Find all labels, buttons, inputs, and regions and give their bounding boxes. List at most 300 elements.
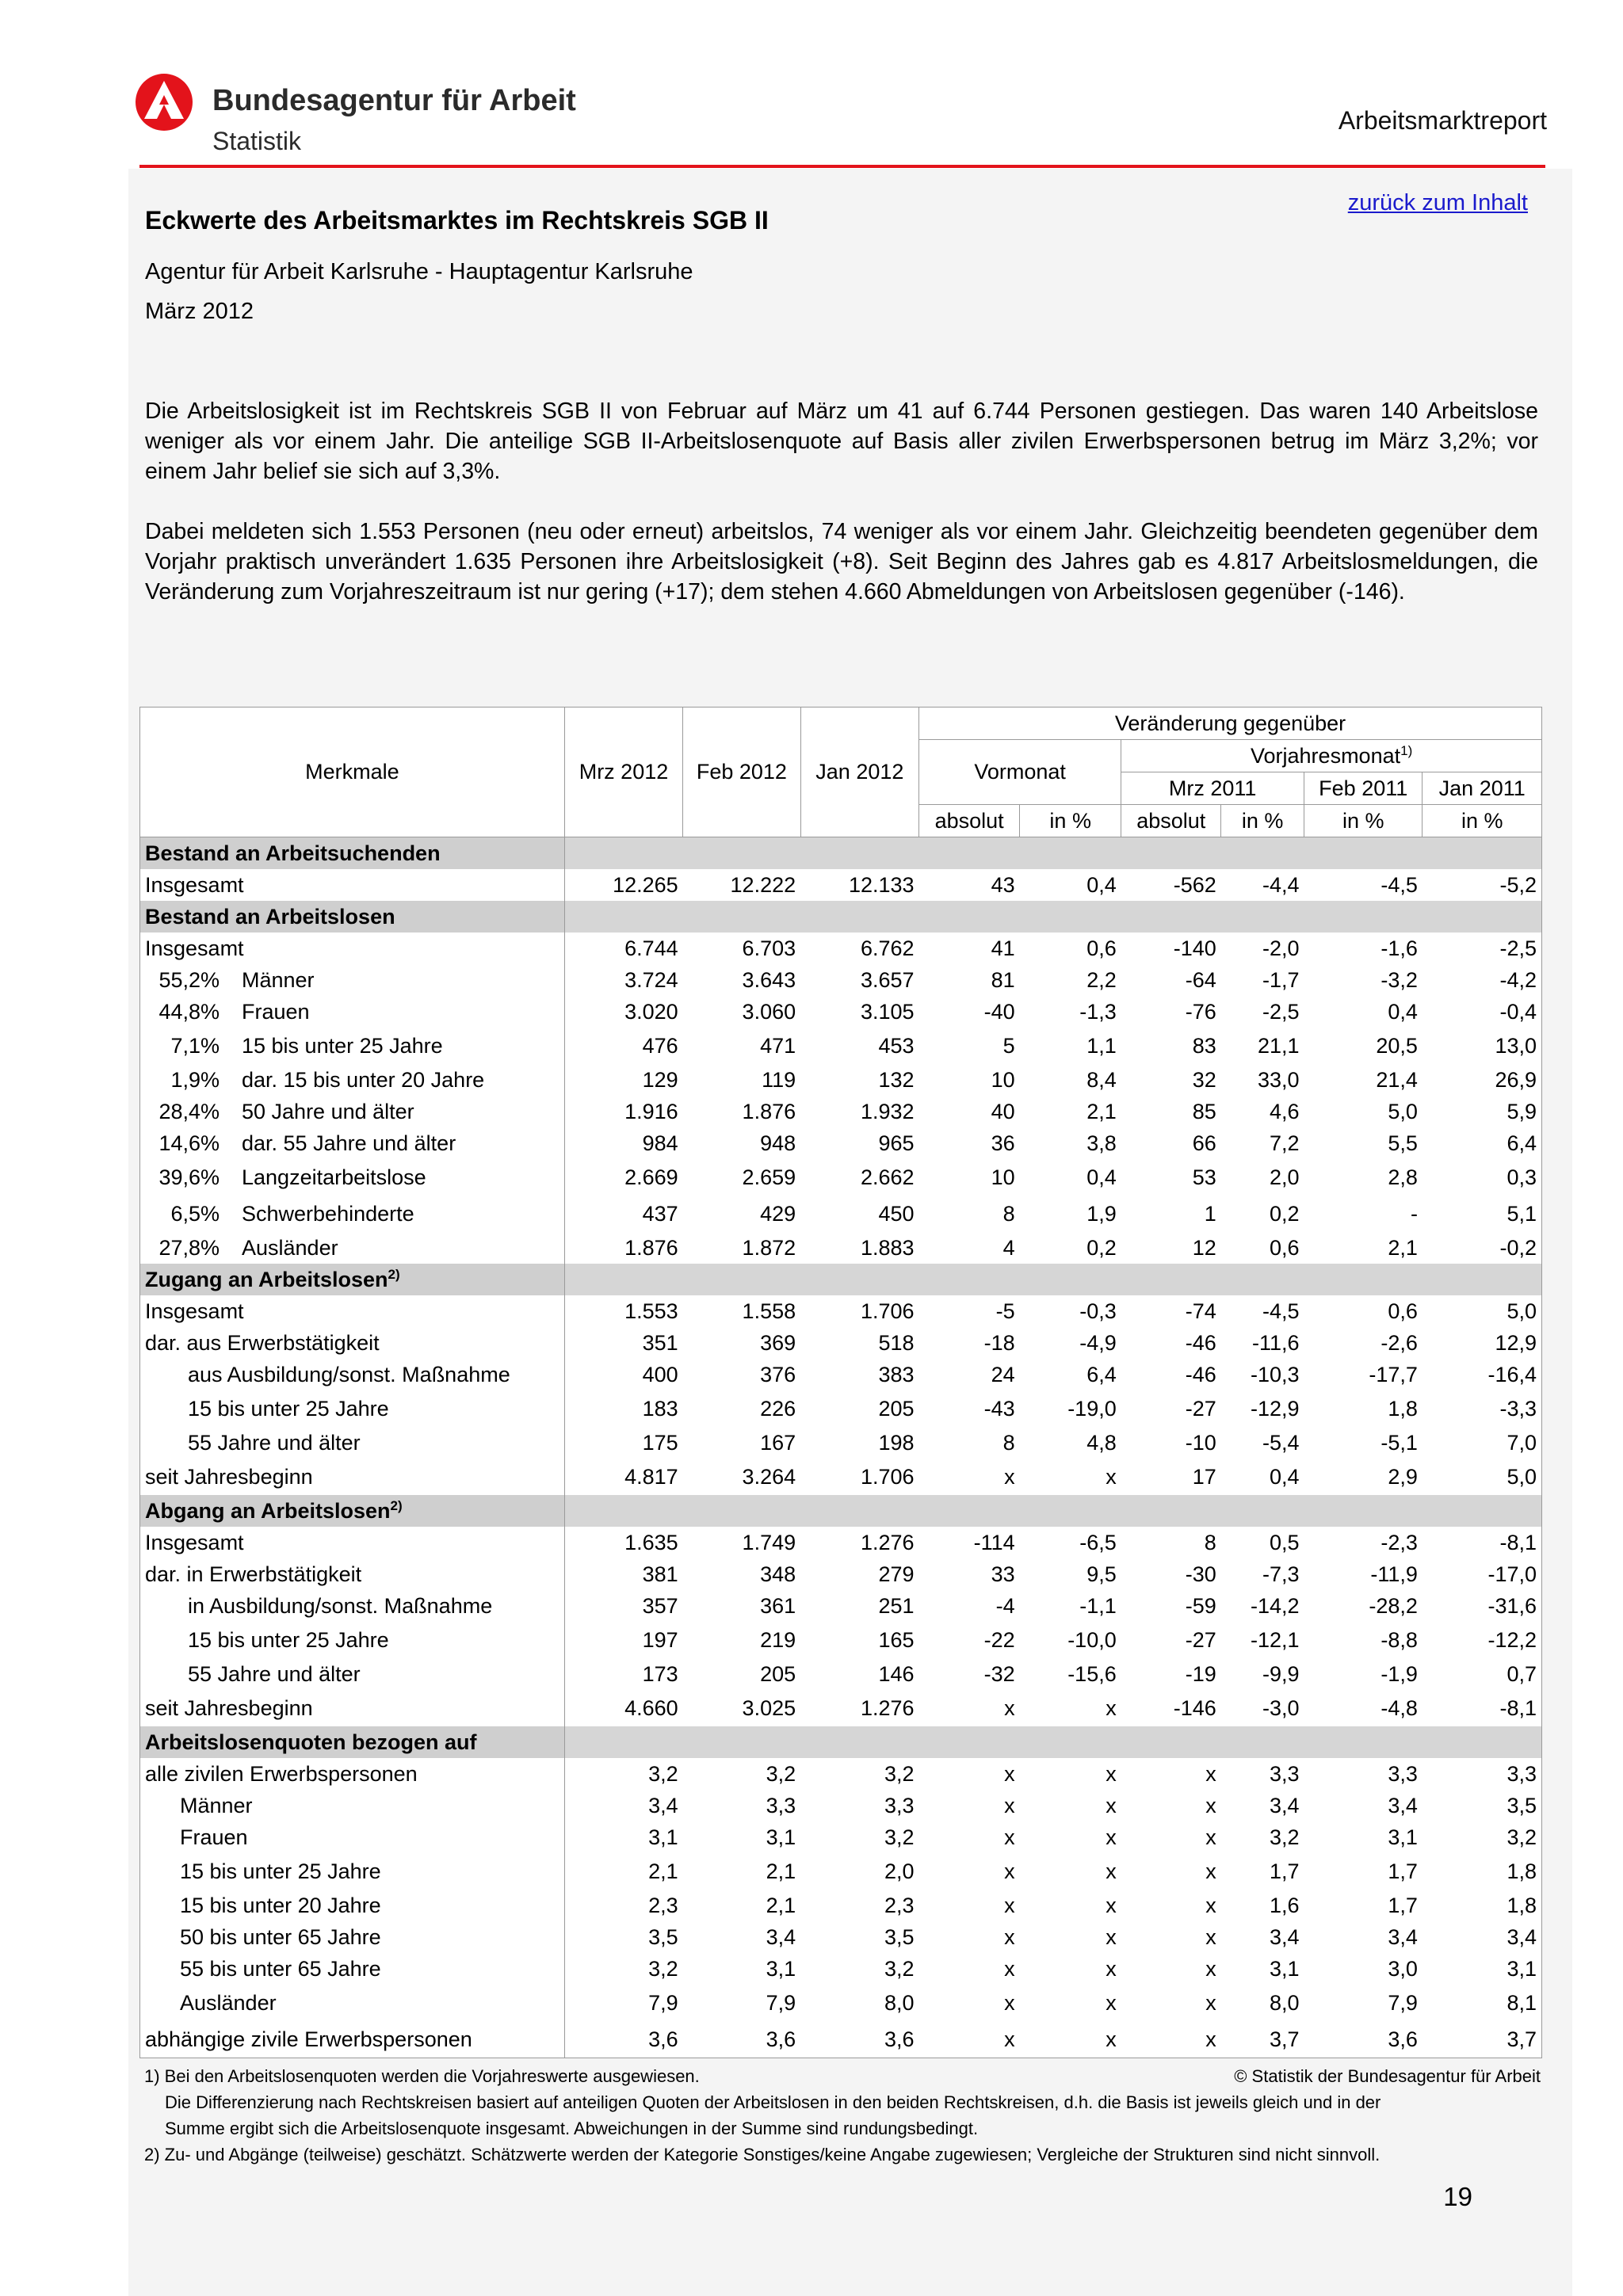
cell-vormonat-absolut: 24 bbox=[991, 1362, 1015, 1386]
cell-feb2012: 12.222 bbox=[730, 872, 796, 897]
cell-jan2011-pct: -17,0 bbox=[1423, 1558, 1542, 1590]
cell-vormonat-pct: x bbox=[1106, 1893, 1117, 1917]
cell-jan2012: 3,3 bbox=[884, 1793, 915, 1817]
cell-mrz2011-absolut: 83 bbox=[1192, 1033, 1216, 1058]
cell-feb2011-pct: - bbox=[1410, 1201, 1418, 1226]
header-in-pct: in % bbox=[1221, 805, 1304, 837]
cell-vormonat-pct: 2,2 bbox=[1086, 967, 1117, 992]
cell-jan2012: 3.657 bbox=[860, 967, 915, 992]
cell-vormonat-pct: x bbox=[1106, 1825, 1117, 1849]
cell-mrz2011-absolut: 8 bbox=[1204, 1530, 1216, 1554]
cell-jan2012: 1.706 bbox=[860, 1299, 915, 1323]
cell-feb2011-pct: 0,4 bbox=[1388, 999, 1418, 1024]
cell-mrz2011-absolut: 85 bbox=[1192, 1099, 1216, 1123]
cell-vormonat-pct: -1,3 bbox=[1079, 999, 1117, 1024]
cell-mrz2012: 12.265 bbox=[564, 869, 682, 901]
cell-jan2011-pct: 5,0 bbox=[1423, 1295, 1542, 1327]
cell-feb2011-pct: -1,6 bbox=[1381, 936, 1418, 960]
cell-jan2011-pct: 5,9 bbox=[1423, 1096, 1542, 1127]
cell-vormonat-pct: -15,6 bbox=[1067, 1661, 1117, 1686]
cell-feb2012: 2.659 bbox=[742, 1165, 796, 1189]
cell-vormonat-pct: x bbox=[1106, 1464, 1117, 1489]
row-label-text: 50 Jahre und älter bbox=[242, 1099, 414, 1123]
section-band bbox=[564, 1264, 1541, 1295]
row-label-text: Frauen bbox=[180, 1825, 248, 1849]
cell-jan2011-pct: 1,8 bbox=[1423, 1890, 1542, 1921]
cell-jan2012: 450 bbox=[878, 1201, 915, 1226]
header-in-pct: in % bbox=[1020, 805, 1121, 837]
cell-mrz2011-pct: 1,6 bbox=[1269, 1893, 1300, 1917]
agency-name: Agentur für Arbeit Karlsruhe - Hauptagentur Karlsruhe bbox=[145, 259, 693, 284]
cell-mrz2012: 400 bbox=[564, 1359, 682, 1390]
cell-jan2011-pct: 5,1 bbox=[1423, 1196, 1542, 1232]
row-label-text: Frauen bbox=[242, 999, 310, 1024]
cell-mrz2011-pct: 33,0 bbox=[1257, 1067, 1300, 1092]
cell-feb2011-pct: 2,9 bbox=[1388, 1464, 1418, 1489]
row-label-text: Insgesamt bbox=[145, 936, 244, 960]
row-label-text: seit Jahresbeginn bbox=[145, 1464, 313, 1489]
cell-feb2011-pct: 3,0 bbox=[1388, 1956, 1418, 1981]
cell-mrz2011-absolut: -562 bbox=[1173, 872, 1216, 897]
cell-jan2012: 1.932 bbox=[860, 1099, 915, 1123]
footnote-ref: 2) bbox=[390, 1498, 403, 1513]
cell-mrz2011-absolut: x bbox=[1205, 1893, 1216, 1917]
row-label-text: Männer bbox=[242, 967, 315, 992]
cell-jan2012: 3,2 bbox=[884, 1825, 915, 1849]
cell-mrz2012: 476 bbox=[564, 1028, 682, 1064]
row-label bbox=[140, 933, 565, 964]
table-row bbox=[140, 1159, 1542, 1196]
cell-mrz2011-pct: -5,4 bbox=[1262, 1430, 1300, 1455]
row-share: 14,6% bbox=[158, 1131, 220, 1155]
cell-mrz2011-pct: 2,0 bbox=[1269, 1165, 1300, 1189]
row-label bbox=[140, 1028, 565, 1064]
header-feb2012: Feb 2012 bbox=[683, 707, 800, 837]
cell-vormonat-absolut: 8 bbox=[1002, 1430, 1015, 1455]
cell-feb2012: 6.703 bbox=[742, 936, 796, 960]
footnote-ref: 1) bbox=[1400, 743, 1413, 758]
cell-vormonat-absolut: x bbox=[1004, 1956, 1015, 1981]
cell-vormonat-absolut: -40 bbox=[983, 999, 1015, 1024]
cell-mrz2011-pct: -7,3 bbox=[1262, 1562, 1300, 1586]
cell-feb2012: 3,4 bbox=[766, 1924, 796, 1949]
cell-mrz2011-pct: 0,5 bbox=[1269, 1530, 1300, 1554]
row-label-text: 15 bis unter 25 Jahre bbox=[188, 1627, 389, 1652]
cell-mrz2012: 351 bbox=[564, 1327, 682, 1359]
row-share: 27,8% bbox=[158, 1235, 220, 1260]
cell-feb2012: 348 bbox=[760, 1562, 796, 1586]
cell-mrz2011-pct: -2,5 bbox=[1262, 999, 1300, 1024]
cell-jan2011-pct: 6,4 bbox=[1423, 1127, 1542, 1159]
cell-jan2012: 3.105 bbox=[860, 999, 915, 1024]
cell-feb2012: 3,6 bbox=[683, 2021, 800, 2058]
row-label bbox=[140, 1853, 565, 1890]
cell-vormonat-absolut: -43 bbox=[983, 1396, 1015, 1421]
table-row bbox=[140, 1064, 1542, 1096]
cell-jan2012: 1.883 bbox=[860, 1235, 915, 1260]
header-jan2012: Jan 2012 bbox=[800, 707, 918, 837]
cell-mrz2011-absolut: x bbox=[1121, 2021, 1221, 2058]
row-label bbox=[140, 1327, 565, 1359]
cell-mrz2011-absolut: -59 bbox=[1185, 1593, 1216, 1618]
report-title: Arbeitsmarktreport bbox=[1338, 106, 1547, 135]
footnote-1c: Summe ergibt sich die Arbeitslosenquote insgesamt. Abweichungen in der Summe sind rundungsbedingt. bbox=[165, 2119, 979, 2138]
cell-mrz2011-pct: 7,2 bbox=[1269, 1131, 1300, 1155]
cell-mrz2011-absolut: x bbox=[1205, 1956, 1216, 1981]
cell-mrz2011-pct: -12,9 bbox=[1250, 1396, 1300, 1421]
cell-jan2012: 6.762 bbox=[860, 936, 915, 960]
cell-mrz2011-pct: -1,7 bbox=[1262, 967, 1300, 992]
cell-jan2011-pct: 3,1 bbox=[1423, 1953, 1542, 1985]
cell-feb2012: 3.060 bbox=[742, 999, 796, 1024]
cell-vormonat-pct: 8,4 bbox=[1086, 1067, 1117, 1092]
cell-jan2011-pct: -0,4 bbox=[1423, 996, 1542, 1028]
cell-mrz2012: 3.020 bbox=[564, 996, 682, 1028]
cell-feb2012: 471 bbox=[760, 1033, 796, 1058]
cell-mrz2011-absolut: -27 bbox=[1185, 1627, 1216, 1652]
cell-vormonat-absolut: 81 bbox=[991, 967, 1015, 992]
table-row bbox=[140, 1758, 1542, 1790]
row-label-text: Ausländer bbox=[180, 1990, 277, 2015]
table-row bbox=[140, 1327, 1542, 1359]
cell-feb2012: 369 bbox=[760, 1330, 796, 1355]
cell-feb2011-pct: 3,4 bbox=[1388, 1793, 1418, 1817]
row-label-text: abhängige zivile Erwerbspersonen bbox=[145, 2027, 472, 2051]
cell-jan2012: 2,3 bbox=[884, 1893, 915, 1917]
cell-mrz2011-absolut: x bbox=[1205, 1859, 1216, 1883]
cell-jan2011-pct: -31,6 bbox=[1423, 1590, 1542, 1622]
header-feb2011: Feb 2011 bbox=[1304, 772, 1423, 805]
cell-vormonat-absolut: -5 bbox=[995, 1299, 1015, 1323]
section-band bbox=[564, 837, 1541, 870]
table-row bbox=[140, 1558, 1542, 1590]
cell-mrz2012: 1.635 bbox=[564, 1527, 682, 1558]
cell-jan2012: 1.276 bbox=[860, 1695, 915, 1720]
cell-vormonat-pct: 0,6 bbox=[1086, 936, 1117, 960]
cell-vormonat-absolut: x bbox=[1004, 1990, 1015, 2015]
cell-mrz2011-pct: -2,0 bbox=[1262, 936, 1300, 960]
cell-jan2011-pct: 0,3 bbox=[1423, 1159, 1542, 1196]
cell-mrz2012: 1.876 bbox=[564, 1232, 682, 1264]
row-label-text: Insgesamt bbox=[145, 1299, 244, 1323]
cell-mrz2012: 2.669 bbox=[564, 1159, 682, 1196]
cell-mrz2011-absolut: -46 bbox=[1185, 1330, 1216, 1355]
cell-vormonat-pct: x bbox=[1020, 2021, 1121, 2058]
cell-feb2011-pct: 5,0 bbox=[1388, 1099, 1418, 1123]
row-label bbox=[140, 1890, 565, 1921]
row-label-text: 15 bis unter 25 Jahre bbox=[242, 1033, 443, 1058]
row-label-text: Ausländer bbox=[242, 1235, 338, 1260]
row-label-text: alle zivilen Erwerbspersonen bbox=[145, 1761, 418, 1786]
cell-feb2012: 219 bbox=[760, 1627, 796, 1652]
row-label bbox=[140, 1527, 565, 1558]
cell-feb2011-pct: 3,3 bbox=[1388, 1761, 1418, 1786]
cell-jan2012: 198 bbox=[878, 1430, 915, 1455]
cell-mrz2011-absolut: -10 bbox=[1185, 1430, 1216, 1455]
cell-jan2011-pct: -2,5 bbox=[1423, 933, 1542, 964]
row-label bbox=[140, 1127, 565, 1159]
cell-vormonat-absolut: 41 bbox=[991, 936, 1015, 960]
cell-feb2011-pct: -8,8 bbox=[1381, 1627, 1418, 1652]
cell-jan2011-pct: -16,4 bbox=[1423, 1359, 1542, 1390]
labour-market-table bbox=[139, 707, 1542, 2058]
cell-feb2011-pct: 1,7 bbox=[1388, 1893, 1418, 1917]
cell-feb2011-pct: -4,8 bbox=[1381, 1695, 1418, 1720]
cell-feb2011-pct: 5,5 bbox=[1388, 1131, 1418, 1155]
table-row bbox=[140, 1096, 1542, 1127]
cell-vormonat-pct: 0,4 bbox=[1086, 1165, 1117, 1189]
cell-jan2011-pct: 7,0 bbox=[1423, 1427, 1542, 1459]
cell-mrz2011-pct: 4,6 bbox=[1269, 1099, 1300, 1123]
cell-vormonat-absolut: x bbox=[1004, 1825, 1015, 1849]
row-share: 39,6% bbox=[158, 1165, 220, 1189]
cell-vormonat-absolut: x bbox=[1004, 1761, 1015, 1786]
cell-mrz2011-pct: 3,7 bbox=[1221, 2021, 1304, 2058]
cell-jan2012: 3,5 bbox=[884, 1924, 915, 1949]
cell-feb2011-pct: -1,9 bbox=[1381, 1661, 1418, 1686]
header-vormonat: Vormonat bbox=[919, 740, 1121, 805]
row-label bbox=[140, 1921, 565, 1953]
section-title bbox=[140, 1495, 565, 1527]
section-header bbox=[140, 1264, 1542, 1295]
table-row bbox=[140, 1921, 1542, 1953]
row-label bbox=[140, 1096, 565, 1127]
cell-vormonat-pct: -4,9 bbox=[1079, 1330, 1117, 1355]
cell-mrz2011-pct: -3,0 bbox=[1262, 1695, 1300, 1720]
cell-vormonat-absolut: 36 bbox=[991, 1131, 1015, 1155]
cell-mrz2012: 437 bbox=[564, 1196, 682, 1232]
page-title: Eckwerte des Arbeitsmarktes im Rechtskreis SGB II bbox=[145, 206, 769, 235]
cell-mrz2011-pct: 3,3 bbox=[1269, 1761, 1300, 1786]
cell-jan2012: 383 bbox=[878, 1362, 915, 1386]
cell-jan2012: 453 bbox=[878, 1033, 915, 1058]
cell-mrz2011-absolut: x bbox=[1205, 1825, 1216, 1849]
cell-feb2012: 7,9 bbox=[766, 1990, 796, 2015]
summary-paragraph-1: Die Arbeitslosigkeit ist im Rechtskreis SGB II von Februar auf März um 41 auf 6.744 Personen gestiegen. Das waren 140 Arbeitslose weniger als vor einem Jahr. Die anteilige SGB II-Arbeitslosenquote auf Basis aller zivilen Erwerbspersonen betrug im März 3,2%; vor einem Jahr belief sie sich auf 3,3%. bbox=[145, 399, 1538, 484]
header-mrz2012: Mrz 2012 bbox=[564, 707, 682, 837]
cell-vormonat-pct: -1,1 bbox=[1079, 1593, 1117, 1618]
table-row bbox=[140, 1028, 1542, 1064]
cell-feb2011-pct: 3,6 bbox=[1304, 2021, 1423, 2058]
cell-jan2011-pct: -5,2 bbox=[1423, 869, 1542, 901]
cell-mrz2011-absolut: x bbox=[1205, 1990, 1216, 2015]
cell-vormonat-pct: 9,5 bbox=[1086, 1562, 1117, 1586]
cell-feb2011-pct: 3,4 bbox=[1388, 1924, 1418, 1949]
cell-feb2012: 3,2 bbox=[766, 1761, 796, 1786]
cell-mrz2012: 175 bbox=[564, 1427, 682, 1459]
cell-feb2012: 948 bbox=[760, 1131, 796, 1155]
footnotes bbox=[144, 2063, 1541, 2168]
cell-mrz2012: 1.916 bbox=[564, 1096, 682, 1127]
cell-jan2012: 3,6 bbox=[800, 2021, 918, 2058]
cell-jan2011-pct: 3,5 bbox=[1423, 1790, 1542, 1821]
section-title-text: Abgang an Arbeitslosen bbox=[145, 1499, 391, 1523]
cell-jan2012: 1.706 bbox=[860, 1464, 915, 1489]
header-jan2011: Jan 2011 bbox=[1423, 772, 1542, 805]
cell-mrz2012: 381 bbox=[564, 1558, 682, 1590]
cell-vormonat-absolut: -32 bbox=[983, 1661, 1015, 1686]
row-label bbox=[140, 1295, 565, 1327]
cell-vormonat-pct: 2,1 bbox=[1086, 1099, 1117, 1123]
header-merkmale: Merkmale bbox=[140, 707, 565, 837]
back-to-contents-link[interactable]: zurück zum Inhalt bbox=[1347, 190, 1528, 215]
cell-feb2011-pct: -17,7 bbox=[1369, 1362, 1418, 1386]
cell-vormonat-absolut: 40 bbox=[991, 1099, 1015, 1123]
table-row bbox=[140, 1359, 1542, 1390]
row-label-text: in Ausbildung/sonst. Maßnahme bbox=[188, 1593, 493, 1618]
cell-jan2012: 146 bbox=[878, 1661, 915, 1686]
header-in-pct: in % bbox=[1304, 805, 1423, 837]
table-row bbox=[140, 1390, 1542, 1427]
cell-jan2011-pct: 3,7 bbox=[1423, 2021, 1542, 2058]
cell-feb2011-pct: 20,5 bbox=[1376, 1033, 1418, 1058]
cell-feb2011-pct: -4,5 bbox=[1381, 872, 1418, 897]
section-title bbox=[140, 1726, 565, 1758]
row-share: 28,4% bbox=[158, 1099, 220, 1123]
cell-mrz2012: 173 bbox=[564, 1658, 682, 1690]
cell-mrz2011-pct: 3,4 bbox=[1269, 1924, 1300, 1949]
section-title bbox=[140, 1264, 565, 1295]
row-label bbox=[140, 1232, 565, 1264]
cell-vormonat-absolut: -22 bbox=[983, 1627, 1015, 1652]
cell-vormonat-pct: -10,0 bbox=[1067, 1627, 1117, 1652]
cell-jan2012: 3,2 bbox=[884, 1956, 915, 1981]
cell-mrz2011-absolut: 12 bbox=[1192, 1235, 1216, 1260]
cell-mrz2012: 4.660 bbox=[564, 1690, 682, 1726]
cell-feb2011-pct: 7,9 bbox=[1388, 1990, 1418, 2015]
report-month: März 2012 bbox=[145, 299, 254, 324]
table-row bbox=[140, 1232, 1542, 1264]
cell-jan2012: 1.276 bbox=[860, 1530, 915, 1554]
cell-mrz2012: 2,3 bbox=[564, 1890, 682, 1921]
row-label-text: dar. 55 Jahre und älter bbox=[242, 1131, 456, 1155]
row-label bbox=[140, 1590, 565, 1622]
cell-vormonat-absolut: 43 bbox=[991, 872, 1015, 897]
cell-mrz2011-pct: -11,6 bbox=[1251, 1330, 1300, 1355]
cell-feb2011-pct: 21,4 bbox=[1376, 1067, 1418, 1092]
row-label-text: 15 bis unter 20 Jahre bbox=[180, 1893, 381, 1917]
cell-mrz2012: 3,1 bbox=[564, 1821, 682, 1853]
cell-vormonat-absolut: x bbox=[1004, 1793, 1015, 1817]
header-absolut: absolut bbox=[1121, 805, 1221, 837]
cell-vormonat-absolut: 4 bbox=[1002, 1235, 1015, 1260]
table-row bbox=[140, 964, 1542, 996]
cell-jan2011-pct: 13,0 bbox=[1423, 1028, 1542, 1064]
row-label bbox=[140, 2021, 565, 2058]
cell-feb2012: 1.876 bbox=[742, 1099, 796, 1123]
table-row bbox=[140, 996, 1542, 1028]
cell-feb2012: 1.558 bbox=[742, 1299, 796, 1323]
cell-jan2012: 205 bbox=[878, 1396, 915, 1421]
cell-mrz2011-pct: 0,2 bbox=[1269, 1201, 1300, 1226]
cell-mrz2012: 3,5 bbox=[564, 1921, 682, 1953]
cell-jan2011-pct: 5,0 bbox=[1423, 1459, 1542, 1495]
table-row bbox=[140, 2021, 1542, 2058]
cell-mrz2011-pct: -9,9 bbox=[1262, 1661, 1300, 1686]
cell-vormonat-absolut: -114 bbox=[973, 1530, 1015, 1554]
cell-feb2012: 3,1 bbox=[766, 1825, 796, 1849]
cell-feb2011-pct: -5,1 bbox=[1381, 1430, 1418, 1455]
row-share: 7,1% bbox=[170, 1033, 220, 1058]
cell-vormonat-pct: 1,1 bbox=[1086, 1033, 1117, 1058]
cell-mrz2012: 4.817 bbox=[564, 1459, 682, 1495]
table-body bbox=[140, 837, 1542, 2058]
row-label bbox=[140, 1427, 565, 1459]
row-label bbox=[140, 1359, 565, 1390]
cell-vormonat-absolut: x bbox=[1004, 1893, 1015, 1917]
cell-feb2012: 167 bbox=[760, 1430, 796, 1455]
cell-vormonat-pct: x bbox=[1106, 1859, 1117, 1883]
row-share: 44,8% bbox=[158, 999, 220, 1024]
row-label bbox=[140, 1821, 565, 1853]
cell-feb2012: 119 bbox=[762, 1067, 796, 1092]
cell-mrz2012: 984 bbox=[564, 1127, 682, 1159]
cell-vormonat-absolut: x bbox=[1004, 1695, 1015, 1720]
row-label-text: 15 bis unter 25 Jahre bbox=[188, 1396, 389, 1421]
cell-jan2011-pct: 0,7 bbox=[1423, 1658, 1542, 1690]
cell-jan2011-pct: -4,2 bbox=[1423, 964, 1542, 996]
cell-feb2012: 226 bbox=[760, 1396, 796, 1421]
cell-vormonat-pct: x bbox=[1106, 1956, 1117, 1981]
cell-feb2012: 429 bbox=[760, 1201, 796, 1226]
cell-jan2011-pct: 3,2 bbox=[1423, 1821, 1542, 1853]
cell-feb2012: 3.025 bbox=[742, 1695, 796, 1720]
cell-jan2011-pct: -0,2 bbox=[1423, 1232, 1542, 1264]
table-row bbox=[140, 1459, 1542, 1495]
cell-mrz2011-pct: 3,4 bbox=[1269, 1793, 1300, 1817]
cell-mrz2011-absolut: 53 bbox=[1192, 1165, 1216, 1189]
cell-mrz2011-absolut: -74 bbox=[1185, 1299, 1216, 1323]
row-label-text: dar. in Erwerbstätigkeit bbox=[145, 1562, 362, 1586]
footnote-2: 2) Zu- und Abgänge (teilweise) geschätzt. Schätzwerte werden der Kategorie Sonstiges/keine Angabe zugewiesen; Vergleiche der Strukturen sind nicht sinnvoll. bbox=[144, 2145, 1381, 2164]
cell-feb2011-pct: 2,8 bbox=[1388, 1165, 1418, 1189]
cell-mrz2011-absolut: -30 bbox=[1185, 1562, 1216, 1586]
table-row bbox=[140, 1427, 1542, 1459]
table-row bbox=[140, 1196, 1542, 1232]
row-label-text: dar. aus Erwerbstätigkeit bbox=[145, 1330, 380, 1355]
cell-jan2012: 8,0 bbox=[884, 1990, 915, 2015]
row-label bbox=[140, 1658, 565, 1690]
cell-jan2012: 132 bbox=[878, 1067, 915, 1092]
cell-mrz2011-absolut: 17 bbox=[1192, 1464, 1216, 1489]
table-row bbox=[140, 1527, 1542, 1558]
footnote-1-text: 1) Bei den Arbeitslosenquoten werden die Vorjahreswerte ausgewiesen. bbox=[144, 2066, 700, 2086]
table-row bbox=[140, 1953, 1542, 1985]
cell-jan2011-pct: 8,1 bbox=[1423, 1985, 1542, 2021]
cell-feb2012: 376 bbox=[760, 1362, 796, 1386]
header-in-pct: in % bbox=[1423, 805, 1542, 837]
row-label-text: aus Ausbildung/sonst. Maßnahme bbox=[188, 1362, 510, 1386]
cell-feb2011-pct: -2,3 bbox=[1381, 1530, 1418, 1554]
cell-jan2012: 251 bbox=[878, 1593, 915, 1618]
cell-jan2011-pct: -8,1 bbox=[1423, 1690, 1542, 1726]
cell-mrz2012: 197 bbox=[564, 1622, 682, 1658]
section-title bbox=[140, 901, 565, 933]
row-label-text: Insgesamt bbox=[145, 872, 244, 897]
ba-logo-icon bbox=[135, 73, 193, 132]
cell-mrz2012: 3,2 bbox=[564, 1953, 682, 1985]
cell-jan2012: 165 bbox=[878, 1627, 915, 1652]
table-row bbox=[140, 1890, 1542, 1921]
cell-mrz2011-pct: -12,1 bbox=[1250, 1627, 1300, 1652]
cell-mrz2011-pct: -4,5 bbox=[1262, 1299, 1300, 1323]
row-label bbox=[140, 1064, 565, 1096]
table-row bbox=[140, 1658, 1542, 1690]
cell-feb2012: 3.264 bbox=[742, 1464, 796, 1489]
cell-vormonat-absolut: -18 bbox=[983, 1330, 1015, 1355]
org-name: Bundesagentur für Arbeit bbox=[212, 84, 576, 117]
row-label bbox=[140, 1690, 565, 1726]
